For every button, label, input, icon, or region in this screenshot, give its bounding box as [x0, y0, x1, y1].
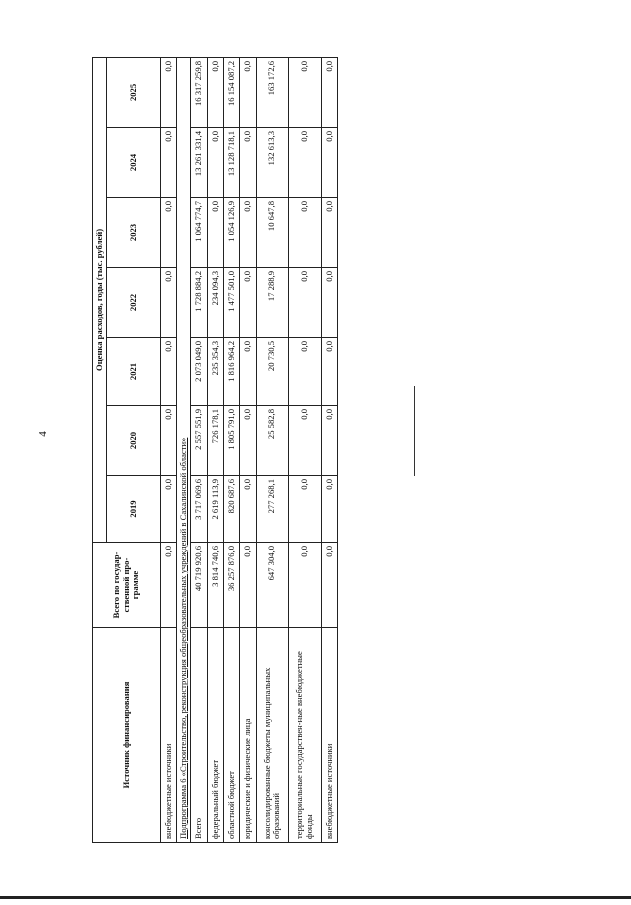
budget-table: [92, 57, 338, 843]
year-value-cell: 3 717 069,6: [191, 476, 207, 543]
year-value-cell: 277 268,1: [256, 476, 289, 543]
total-cell: 0,0: [240, 543, 256, 628]
year-value-cell: 0,0: [161, 57, 177, 127]
year-value-cell: 1 054 126,9: [223, 198, 239, 268]
year-value-cell: 10 647,8: [256, 198, 289, 268]
total-cell: 40 719 920,6: [191, 543, 207, 628]
table-row: [207, 57, 223, 842]
year-value-cell: 0,0: [240, 198, 256, 268]
row-label: консолидированные бюджеты муниципальных образований: [256, 628, 289, 843]
table-row: [161, 57, 177, 842]
year-value-cell: 163 172,6: [256, 57, 289, 127]
year-value-cell: 0,0: [321, 476, 337, 543]
header-year: 2022: [107, 268, 161, 338]
year-value-cell: 0,0: [240, 406, 256, 476]
table-row: [240, 57, 256, 842]
year-value-cell: 0,0: [321, 57, 337, 127]
table-row: [223, 57, 239, 842]
row-label: внебюджетные источники: [161, 628, 177, 843]
total-cell: 36 257 876,0: [223, 543, 239, 628]
total-cell: 0,0: [161, 543, 177, 628]
year-value-cell: 132 613,3: [256, 128, 289, 198]
year-value-cell: 0,0: [240, 476, 256, 543]
year-value-cell: 1 477 501,0: [223, 268, 239, 338]
header-estimate: Оценка расходов, годы (тыс. рублей): [93, 57, 107, 542]
year-value-cell: 16 317 259,8: [191, 57, 207, 127]
year-value-cell: 1 728 884,2: [191, 268, 207, 338]
header-total: Всего по государ-ственной про-грамме: [93, 543, 161, 628]
year-value-cell: 0,0: [289, 198, 322, 268]
year-value-cell: 0,0: [289, 476, 322, 543]
year-value-cell: 0,0: [321, 268, 337, 338]
header-year: 2023: [107, 198, 161, 268]
year-value-cell: 0,0: [321, 406, 337, 476]
year-value-cell: 0,0: [161, 268, 177, 338]
year-value-cell: 0,0: [289, 268, 322, 338]
total-cell: 3 814 740,6: [207, 543, 223, 628]
year-value-cell: 1 816 964,2: [223, 338, 239, 406]
year-value-cell: 0,0: [161, 476, 177, 543]
year-value-cell: 0,0: [161, 198, 177, 268]
year-value-cell: 16 154 087,2: [223, 57, 239, 127]
year-value-cell: 25 582,8: [256, 406, 289, 476]
row-label: юридические и физические лица: [240, 628, 256, 843]
table-row: [321, 57, 337, 842]
row-label: территориальные государствен-ные внебюджетные фонды: [289, 628, 322, 843]
year-value-cell: 2 073 049,0: [191, 338, 207, 406]
year-value-cell: 726 178,1: [207, 406, 223, 476]
year-value-cell: 20 730,5: [256, 338, 289, 406]
year-value-cell: 0,0: [240, 338, 256, 406]
table-row: [191, 57, 207, 842]
header-year: 2024: [107, 128, 161, 198]
year-value-cell: 235 354,3: [207, 338, 223, 406]
header-source: Источник финансирования: [93, 628, 161, 843]
year-value-cell: 0,0: [161, 338, 177, 406]
subprogram-row: [177, 57, 191, 842]
year-value-cell: 2 619 113,9: [207, 476, 223, 543]
year-value-cell: 0,0: [240, 57, 256, 127]
year-value-cell: 0,0: [240, 268, 256, 338]
subprogram-title: Подпрограмма 6 «Строительство, реконструкция общеобразовательных учреждений в Сахалинской области»: [177, 57, 191, 842]
year-value-cell: 0,0: [289, 338, 322, 406]
total-cell: 0,0: [289, 543, 322, 628]
year-value-cell: 1 805 791,0: [223, 406, 239, 476]
year-value-cell: 1 064 774,7: [191, 198, 207, 268]
divider-line: [414, 386, 415, 476]
table-row: [289, 57, 322, 842]
header-year: 2021: [107, 338, 161, 406]
year-value-cell: 0,0: [289, 406, 322, 476]
year-value-cell: 0,0: [240, 128, 256, 198]
row-label: внебюджетные источники: [321, 628, 337, 843]
year-value-cell: 0,0: [321, 198, 337, 268]
page-number: 4: [36, 431, 49, 437]
year-value-cell: 0,0: [321, 128, 337, 198]
row-label: областной бюджет: [223, 628, 239, 843]
year-value-cell: 0,0: [207, 128, 223, 198]
year-value-cell: 0,0: [207, 57, 223, 127]
year-value-cell: 2 557 551,9: [191, 406, 207, 476]
page-edge: [0, 896, 631, 899]
header-year: 2019: [107, 476, 161, 543]
year-value-cell: 0,0: [321, 338, 337, 406]
row-label: Всего: [191, 628, 207, 843]
header-year: 2020: [107, 406, 161, 476]
year-value-cell: 13 128 718,1: [223, 128, 239, 198]
total-cell: 0,0: [321, 543, 337, 628]
table-row: [256, 57, 289, 842]
year-value-cell: 17 288,9: [256, 268, 289, 338]
year-value-cell: 0,0: [289, 57, 322, 127]
year-value-cell: 13 261 331,4: [191, 128, 207, 198]
year-value-cell: 820 687,6: [223, 476, 239, 543]
budget-table-container: [92, 58, 338, 843]
year-value-cell: 0,0: [207, 198, 223, 268]
year-value-cell: 234 094,3: [207, 268, 223, 338]
year-value-cell: 0,0: [161, 406, 177, 476]
total-cell: 647 304,0: [256, 543, 289, 628]
year-value-cell: 0,0: [289, 128, 322, 198]
row-label: федеральный бюджет: [207, 628, 223, 843]
year-value-cell: 0,0: [161, 128, 177, 198]
header-year: 2025: [107, 57, 161, 127]
